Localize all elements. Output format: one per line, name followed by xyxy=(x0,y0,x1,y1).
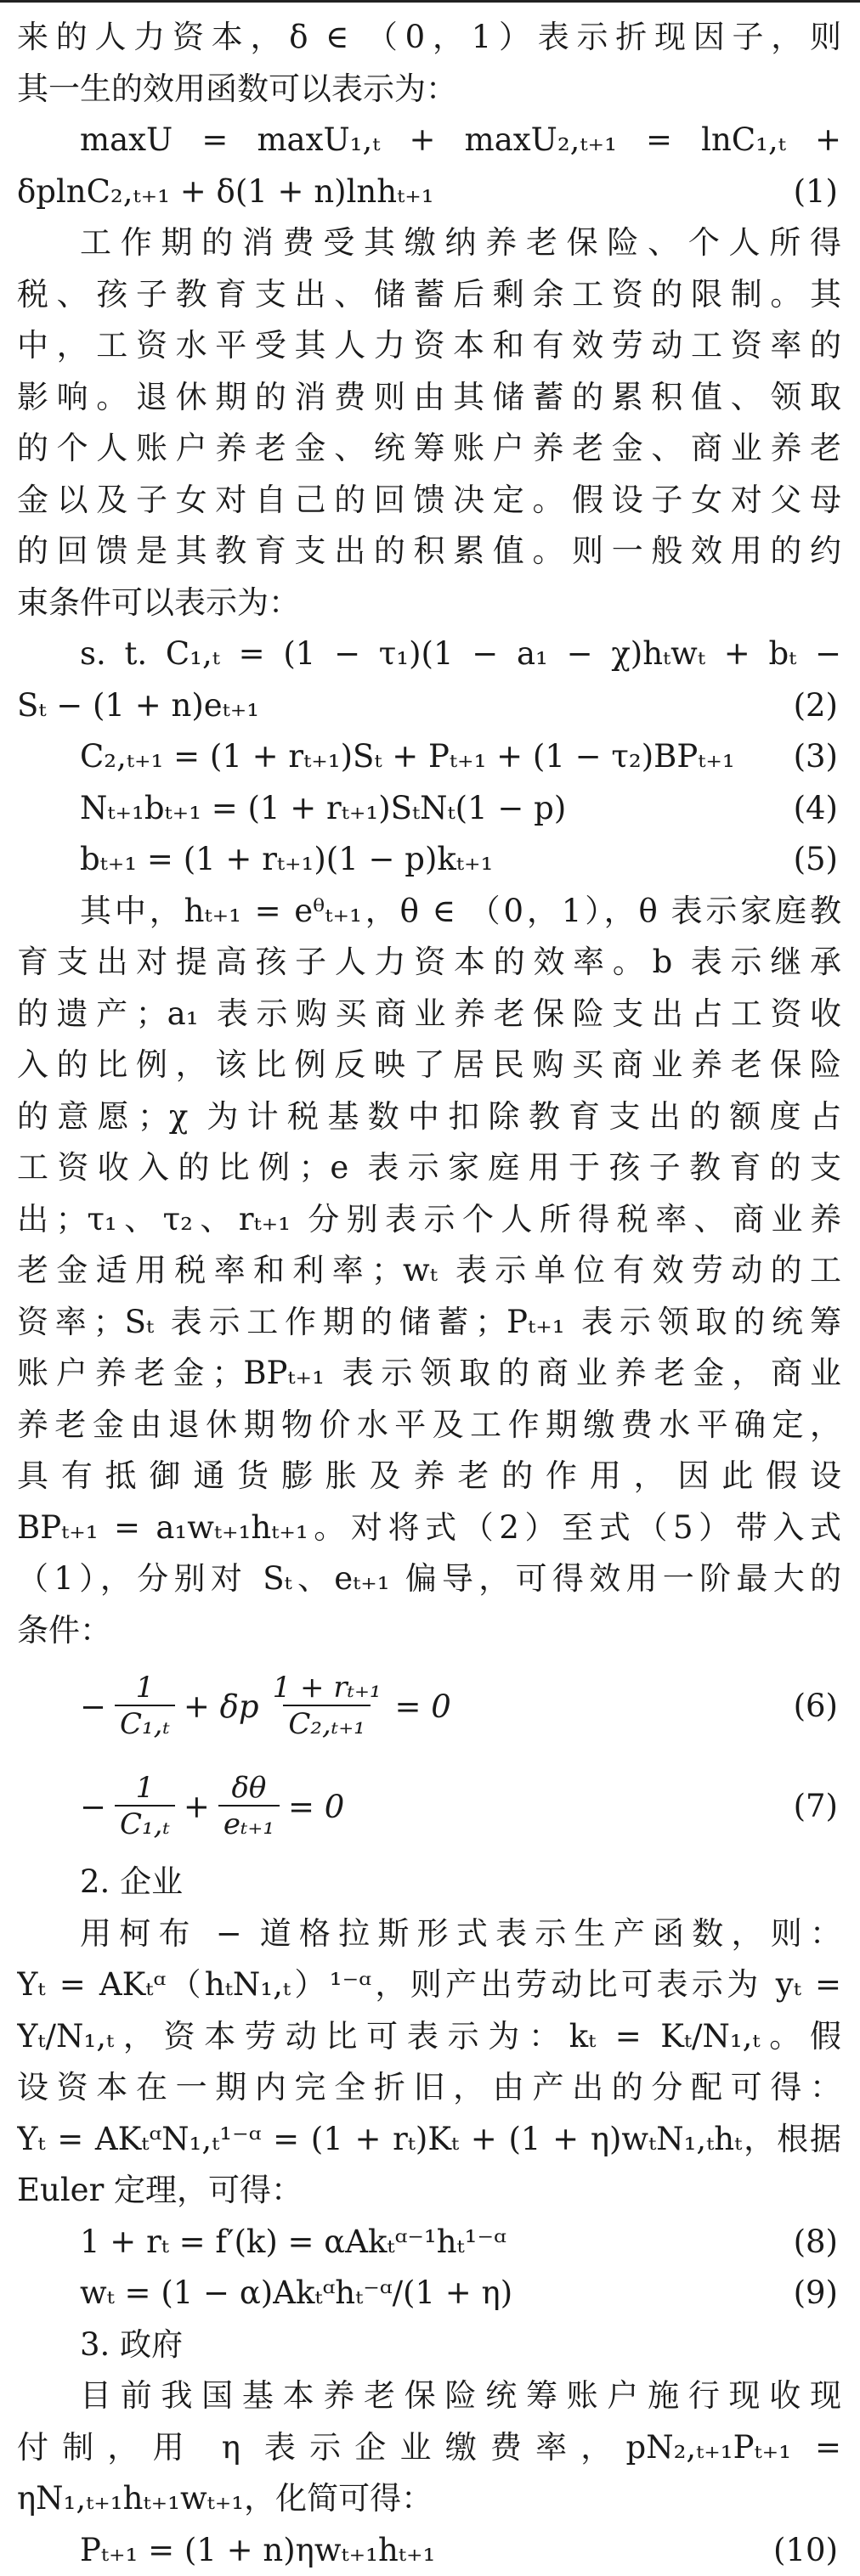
equation-number-8: (8) xyxy=(794,2217,838,2269)
eq6-frac1-numerator: 1 xyxy=(131,1671,160,1705)
paragraph-line: 用柯布 − 道格拉斯形式表示生产函数，则： xyxy=(17,1908,841,1960)
paragraph-line: 条件： xyxy=(17,1605,841,1657)
equation-4 xyxy=(17,783,841,835)
equation-2-line2 xyxy=(17,680,841,732)
equation-number-1: (1) xyxy=(794,166,838,218)
paragraph-line: 影响。退休期的消费则由其储蓄的累积值、领取 xyxy=(17,372,841,424)
equation-number-7: (7) xyxy=(794,1781,838,1832)
paragraph-line: 目前我国基本养老保险统筹账户施行现收现 xyxy=(17,2370,841,2422)
equation-number-2: (2) xyxy=(794,680,838,732)
equation-number-3: (3) xyxy=(794,731,838,783)
text-line: 来的人力资本，δ ∈ （0，1）表示折现因子，则 xyxy=(17,12,841,64)
paragraph-line: 工作期的消费受其缴纳养老保险、个人所得 xyxy=(17,217,841,269)
paragraph-line: 养老金由退休期物价水平及工作期缴费水平确定， xyxy=(17,1400,841,1451)
paragraph-line: Yₜ = AKₜᵅN₁,ₜ¹⁻ᵅ = (1 + rₜ)Kₜ + (1 + η)wₜN₁,ₜhₜ，根据 xyxy=(17,2114,841,2166)
paragraph-line: 税、孩子教育支出、储蓄后剩余工资的限制。其 xyxy=(17,269,841,321)
eq6-tail: = 0 xyxy=(395,1688,451,1725)
text-line: 其一生的效用函数可以表示为： xyxy=(17,64,841,116)
eq7-frac2-denominator: eₜ₊₁ xyxy=(218,1805,280,1841)
paragraph-line: 束条件可以表示为： xyxy=(17,578,841,629)
paper-page xyxy=(17,12,841,2576)
paragraph-line: 入的比例，该比例反映了居民购买商业养老保险 xyxy=(17,1040,841,1091)
paragraph-line: Yₜ/N₁,ₜ，资本劳动比可表示为：kₜ = Kₜ/N₁,ₜ。假 xyxy=(17,2011,841,2063)
section-heading-enterprise: 2. 企业 xyxy=(17,1857,841,1908)
equation-5-text: bₜ₊₁ = (1 + rₜ₊₁)(1 − p)kₜ₊₁ xyxy=(80,841,493,877)
top-rule xyxy=(0,0,860,3)
paragraph-line: 付制，用 η 表示企业缴费率，pN₂,ₜ₊₁Pₜ₊₁ = xyxy=(17,2422,841,2474)
equation-number-4: (4) xyxy=(794,783,838,835)
paragraph-line: 其中，hₜ₊₁ = eᶿₜ₊₁，θ ∈ （0，1），θ 表示家庭教 xyxy=(17,886,841,938)
eq6-fraction-1 xyxy=(115,1671,175,1741)
equation-1-line1: maxU = maxU₁,ₜ + maxU₂,ₜ₊₁ = lnC₁,ₜ + xyxy=(17,115,841,166)
equation-9-text: wₜ = (1 − α)Akₜᵅhₜ⁻ᵅ/(1 + η) xyxy=(80,2274,512,2311)
equation-3 xyxy=(17,731,841,783)
paragraph-line: 育支出对提高孩子人力资本的效率。b 表示继承 xyxy=(17,937,841,989)
paragraph-line: 的个人账户养老金、统筹账户养老金、商业养老 xyxy=(17,423,841,475)
paragraph-line: 的回馈是其教育支出的积累值。则一般效用的约 xyxy=(17,526,841,578)
eq7-fraction-2 xyxy=(218,1772,280,1841)
eq6-lead: − xyxy=(80,1688,106,1725)
equation-7 xyxy=(17,1756,841,1857)
paragraph-line: 中，工资水平受其人力资本和有效劳动工资率的 xyxy=(17,320,841,372)
eq6-frac1-denominator: C₁,ₜ xyxy=(115,1705,175,1741)
eq7-frac1-denominator: C₁,ₜ xyxy=(115,1805,175,1841)
equation-2-line1: s. t. C₁,ₜ = (1 − τ₁)(1 − a₁ − χ)hₜwₜ + bₜ − xyxy=(17,628,841,680)
paragraph-line: 老金适用税率和利率；wₜ 表示单位有效劳动的工 xyxy=(17,1245,841,1297)
equation-8-text: 1 + rₜ = f′(k) = αAkₜᵅ⁻¹hₜ¹⁻ᵅ xyxy=(80,2224,506,2260)
eq7-mid: + xyxy=(184,1789,210,1825)
paragraph-line: Yₜ = AKₜᵅ（hₜN₁,ₜ）¹⁻ᵅ，则产出劳动比可表示为 yₜ = xyxy=(17,1959,841,2011)
equation-9 xyxy=(17,2268,841,2320)
eq6-frac2-numerator: 1 + rₜ₊₁ xyxy=(268,1671,387,1705)
paragraph-line: 具有抵御通货膨胀及养老的作用，因此假设 xyxy=(17,1451,841,1502)
equation-10 xyxy=(17,2525,841,2576)
eq7-frac1-numerator: 1 xyxy=(131,1772,160,1805)
equation-8 xyxy=(17,2217,841,2269)
paragraph-line: 的遗产；a₁ 表示购买商业养老保险支出占工资收 xyxy=(17,989,841,1040)
paragraph-line: 工资收入的比例；e 表示家庭用于孩子教育的支 xyxy=(17,1142,841,1194)
equation-number-6: (6) xyxy=(794,1681,838,1732)
equation-number-5: (5) xyxy=(794,834,838,886)
paragraph-line: 设资本在一期内完全折旧，由产出的分配可得： xyxy=(17,2062,841,2114)
paragraph-line: 出；τ₁、τ₂、rₜ₊₁ 分别表示个人所得税率、商业养 xyxy=(17,1194,841,1246)
equation-3-text: C₂,ₜ₊₁ = (1 + rₜ₊₁)Sₜ + Pₜ₊₁ + (1 − τ₂)BPₜ₊₁ xyxy=(80,738,735,775)
eq6-mid: + δp xyxy=(184,1688,259,1725)
equation-5 xyxy=(17,834,841,886)
paragraph-line: 账户养老金；BPₜ₊₁ 表示领取的商业养老金，商业 xyxy=(17,1348,841,1400)
eq7-frac2-numerator: δθ xyxy=(226,1772,271,1805)
equation-2-text: Sₜ − (1 + n)eₜ₊₁ xyxy=(17,687,259,724)
paragraph-line: 金以及子女对自己的回馈决定。假设子女对父母 xyxy=(17,475,841,527)
equation-1-text: δplnC₂,ₜ₊₁ + δ(1 + n)lnhₜ₊₁ xyxy=(17,173,434,210)
paragraph-line: BPₜ₊₁ = a₁wₜ₊₁hₜ₊₁。对将式（2）至式（5）带入式 xyxy=(17,1502,841,1554)
paragraph-line: ηN₁,ₜ₊₁hₜ₊₁wₜ₊₁，化简可得： xyxy=(17,2473,841,2525)
equation-4-text: Nₜ₊₁bₜ₊₁ = (1 + rₜ₊₁)SₜNₜ(1 − p) xyxy=(80,790,566,826)
eq7-tail: = 0 xyxy=(288,1789,344,1825)
paragraph-line: Euler 定理，可得： xyxy=(17,2165,841,2217)
paragraph-line: （1），分别对 Sₜ、eₜ₊₁ 偏导，可得效用一阶最大的 xyxy=(17,1553,841,1605)
paragraph-line: 的意愿；χ 为计税基数中扣除教育支出的额度占 xyxy=(17,1091,841,1143)
equation-number-10: (10) xyxy=(773,2525,838,2576)
equation-1-line2 xyxy=(17,166,841,218)
eq7-lead: − xyxy=(80,1789,106,1825)
section-heading-government: 3. 政府 xyxy=(17,2320,841,2371)
equation-number-9: (9) xyxy=(794,2268,838,2320)
equation-10-text: Pₜ₊₁ = (1 + n)ηwₜ₊₁hₜ₊₁ xyxy=(80,2532,435,2568)
paragraph-line: 资率；Sₜ 表示工作期的储蓄；Pₜ₊₁ 表示领取的统筹 xyxy=(17,1297,841,1349)
eq7-fraction-1 xyxy=(115,1772,175,1841)
equation-6 xyxy=(17,1656,841,1756)
eq6-frac2-denominator: C₂,ₜ₊₁ xyxy=(283,1705,370,1741)
eq6-fraction-2 xyxy=(268,1671,387,1741)
